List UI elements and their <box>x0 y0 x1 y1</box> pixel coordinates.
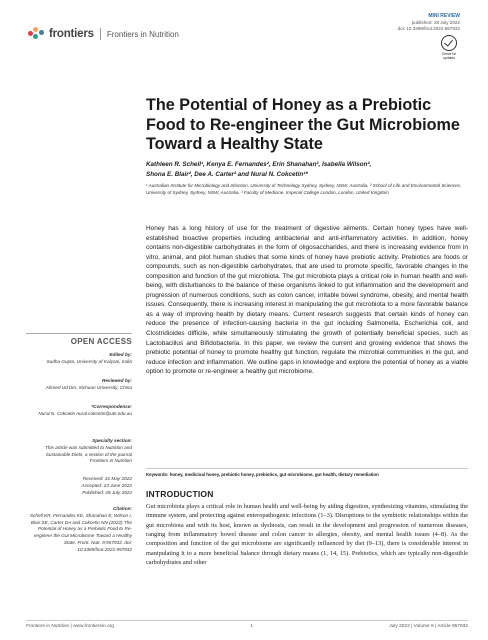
open-access-label: OPEN ACCESS <box>26 333 132 346</box>
abstract: Honey has a long history of use for the treatment of digestive ailments. Certain honey types have well-established bioactive properties including antibacterial and anti-inflammatory activities. In addition, honey contains non-digestible carbohydrates in the form of oligosaccharides, and there is increasing evidence from in vitro, animal, and pilot human studies that some kinds of honey have prebiotic activity. Prebiotics are foods or compounds, such as non-digestible carbohydrates, that are used to promote specific, favorable changes in the composition and function of the gut microbiota. The gut microbiota plays a critical role in human health and well-being, with disturbances to the balance of these organisms linked to gut inflammation and the development and progression of numerous conditions, such as colon cancer, irritable bowel syndrome, obesity, and mental health issues. Consequently, there is increasing interest in manipulating the gut microbiota to a more favorable balance as a way of improving health by dietary means. Current research suggests that certain kinds of honey can reduce the presence of infection-causing bacteria in the gut including Salmonella, Escherichia coli, and Clostridioides difficile, while simultaneously stimulating the growth of potentially beneficial species, such as Lactobacillus and Bifidobacteria. In this paper, we review the current and growing evidence that shows the prebiotic potential of honey to promote healthy gut function, regulate the microbial communities in the gut, and reduce infection and inflammation. We outline gaps in knowledge and explore the potential of honey as a viable option to promote or re-engineer a healthy gut microbiome. <box>146 225 468 376</box>
accepted-date: Accepted: 23 June 2022 <box>81 482 132 488</box>
authors-line-1: Kathleen R. Schell¹, Kenya E. Fernandes², Erin Shanahan², Isabella Wilson², <box>146 161 372 168</box>
check-updates-label: Check for updates <box>441 52 457 60</box>
page-header <box>0 0 488 70</box>
page-footer <box>26 620 468 629</box>
reviewed-by-value: Ahmed Ud Din, Sichuan University, China <box>45 384 132 390</box>
reviewed-by <box>26 378 132 392</box>
citation-value: Schell KR, Fernandes KE, Shanahan E, Wilson I, Blair SE, Carter DA and Cokcetin NN (2022) The Potential of Honey as a Prebiotic Food to Re-engineer the Gut Microbiome Toward a Healthy State. Front. Nutr. 9:957932. doi: 10.3389/fnut.2022.957932 <box>29 512 132 552</box>
article-meta <box>398 13 460 33</box>
journal-name: Frontiers in Nutrition <box>106 29 179 39</box>
published-date-side: Published: 28 July 2022 <box>82 489 132 495</box>
footer-issue: July 2022 | Volume 9 | Article 957932 <box>389 624 468 629</box>
edited-by-value: Sudha Gupta, University of Kalyani, India <box>46 358 132 364</box>
doi[interactable]: doi: 10.3389/fnut.2022.957932 <box>397 26 460 31</box>
correspondence-label: *Correspondence: <box>91 404 132 409</box>
keywords <box>146 468 468 477</box>
frontiers-logo-icon <box>28 27 46 41</box>
correspondence <box>26 404 132 418</box>
logo-text: frontiers <box>49 28 94 40</box>
published-date: published: 28 July 2022 <box>411 19 460 25</box>
page-number: 1 <box>250 624 253 629</box>
check-icon <box>441 35 457 51</box>
citation <box>26 506 132 554</box>
logo-divider <box>100 28 101 40</box>
check-for-updates-badge[interactable] <box>438 35 460 63</box>
citation-label: Citation: <box>112 506 132 511</box>
authors <box>146 160 466 179</box>
keywords-label: Keywords: <box>146 472 169 477</box>
specialty-label: Specialty section: <box>92 438 132 443</box>
reviewed-by-label: Reviewed by: <box>102 378 132 383</box>
authors-line-2: Shona E. Blair², Dee A. Carter² and Nural N. Cokcetin¹* <box>146 170 308 178</box>
edited-by <box>26 352 132 366</box>
received-date: Received: 31 May 2022 <box>82 476 132 481</box>
keywords-list: honey, medicinal honey, prebiotic honey, prebiotics, gut microbiome, gut health, dietary remediation <box>169 472 379 477</box>
correspondence-value[interactable]: Nural N. Cokcetin nural.cokcetin@uts.edu.au <box>38 410 132 416</box>
article-title: The Potential of Honey as a Prebiotic Food to Re-engineer the Gut Microbiome Toward a Healthy State <box>146 96 460 153</box>
introduction-heading: INTRODUCTION <box>146 489 214 499</box>
footer-journal[interactable]: Frontiers in Nutrition | www.frontiersin.org <box>26 624 114 629</box>
specialty-value: This article was submitted to Nutrition and Sustainable Diets, a section of the journal Frontiers in Nutrition <box>44 444 132 464</box>
dates <box>26 476 132 496</box>
introduction-text: Gut microbiota plays a critical role in human health and well-being by aiding digestion, synthesizing vitamins, stimulating the immune system, and protecting against enteropathogenic infections (1–3). Disruptions to the symbiotic relationships within the gut microbiota and with its host, known as dysbiosis, can result in the development and progression of numerous diseases, ranging from inflammatory bowel disease and colon cancer to allergies, obesity, and mental health issues (4–8). As the composition and function of the gut microbiome are significantly influenced by diet (9–13), there is considerable interest in manipulating it to a more beneficial balance through dietary means (1, 14, 15). Prebiotics, which are typically non-digestible carbohydrates and other <box>146 503 468 567</box>
article-type: MINI REVIEW <box>428 13 460 19</box>
specialty-section <box>26 438 132 465</box>
edited-by-label: Edited by: <box>109 352 132 357</box>
affiliations: ¹ Australian Institute for Microbiology and Infection, University of Technology Sydney, Sydney, NSW, Australia, ² School of Life and Environmental Sciences, University of Sydney, Sydney, NSW, Australia, ³ Faculty of Medicine, Imperial College London, London, United Kingdom <box>146 183 462 196</box>
frontiers-logo[interactable] <box>28 27 179 41</box>
